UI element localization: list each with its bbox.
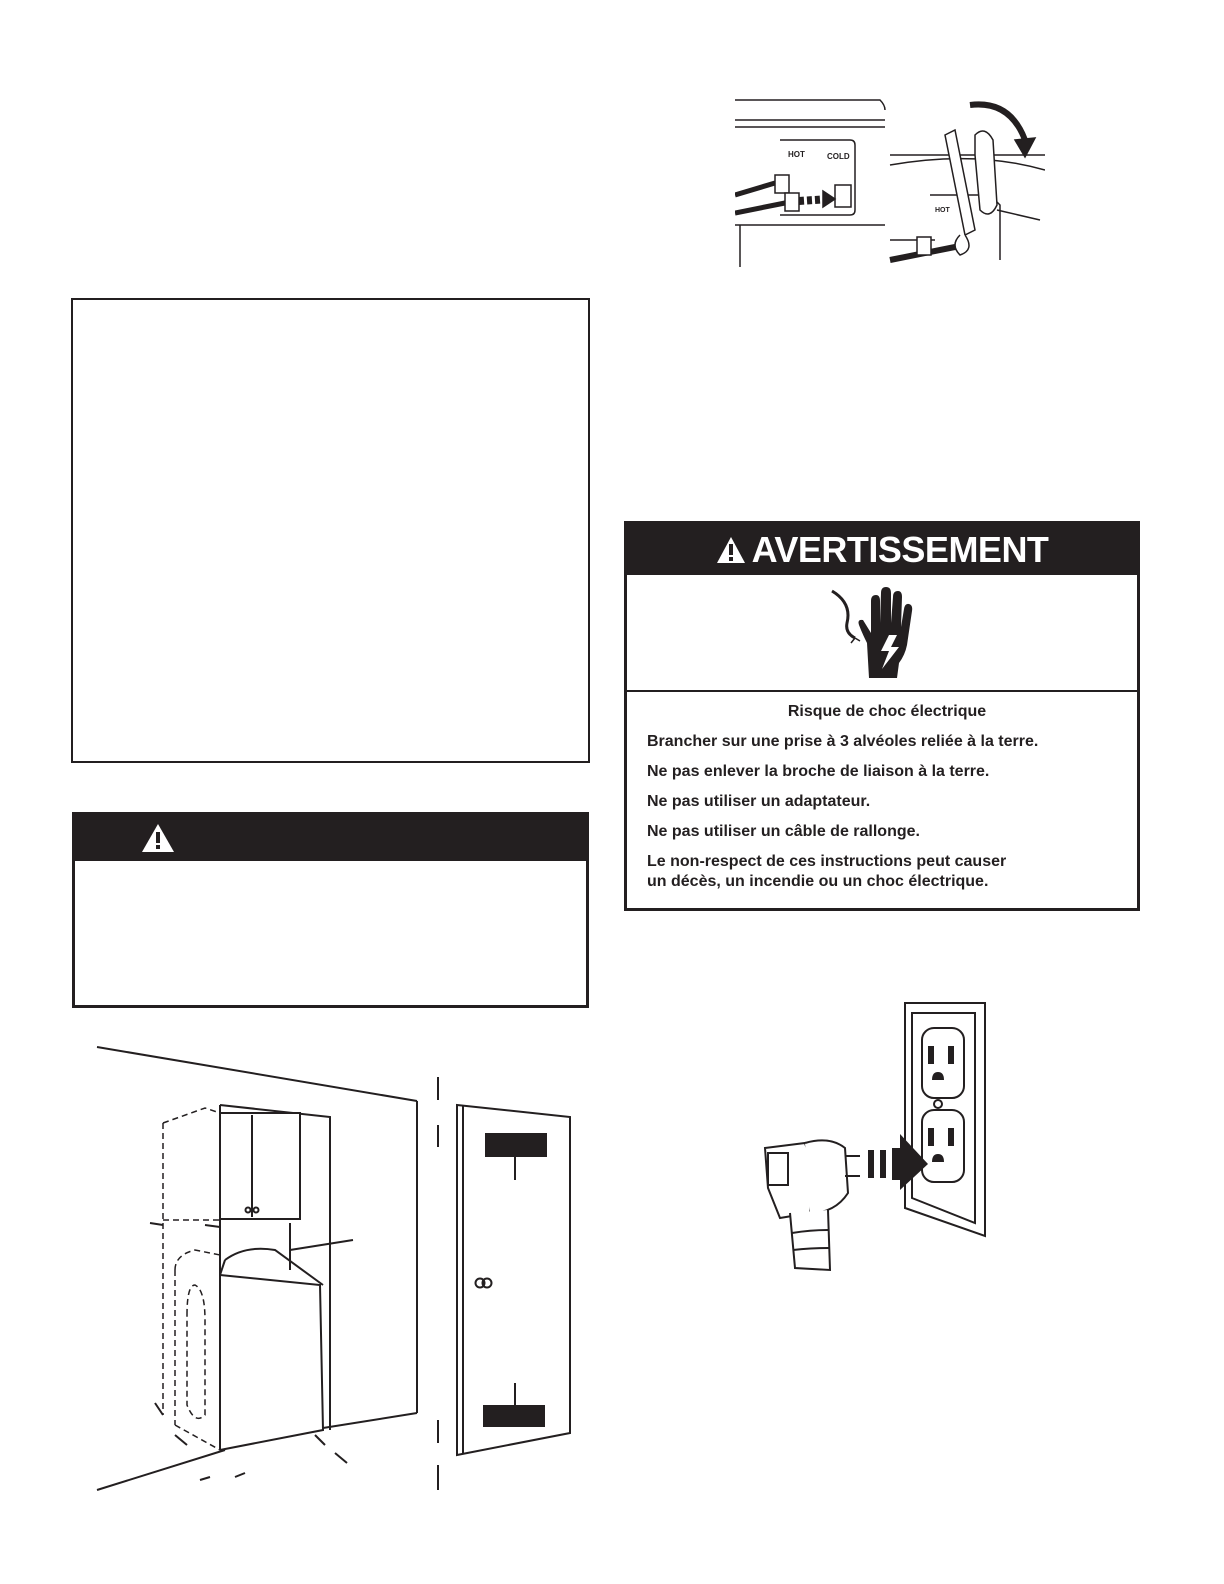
warning-consequence-line: Le non-respect de ces instructions peut causer bbox=[647, 853, 1007, 870]
warning-subtitle: Risque de choc électrique bbox=[787, 703, 987, 720]
warning-line: Ne pas enlever la broche de liaison à la terre. bbox=[647, 763, 990, 780]
electric-shock-warning-box bbox=[624, 521, 1140, 911]
hose-panel-left bbox=[735, 100, 885, 267]
warning-title: AVERTISSEMENT bbox=[751, 528, 1049, 570]
cold-label: COLD bbox=[827, 152, 850, 161]
grounded-outlet-illustration bbox=[760, 998, 1000, 1278]
empty-content-box bbox=[71, 298, 590, 763]
warning-triangle-icon bbox=[716, 536, 746, 564]
electric-shock-hand-icon bbox=[827, 583, 917, 683]
hot-label-2: HOT bbox=[935, 207, 950, 214]
warning-body bbox=[647, 702, 1127, 892]
hot-label: HOT bbox=[788, 150, 805, 159]
closet-installation-illustration bbox=[95, 1045, 585, 1500]
warning-header bbox=[627, 524, 1137, 575]
warning-line: Brancher sur une prise à 3 alvéoles reliée à la terre. bbox=[647, 733, 1039, 750]
hose-connection-illustration bbox=[735, 95, 1045, 270]
warning-consequence-line: un décès, un incendie ou un choc électrique. bbox=[647, 873, 989, 890]
hose-panel-right bbox=[890, 104, 1045, 260]
warning-line: Ne pas utiliser un adaptateur. bbox=[647, 793, 871, 810]
warning-pictogram-area bbox=[627, 575, 1137, 692]
upper-vent bbox=[485, 1133, 547, 1157]
small-warning-box bbox=[72, 812, 589, 1008]
small-warning-header bbox=[75, 815, 586, 861]
warning-triangle-icon bbox=[141, 823, 175, 853]
warning-line: Ne pas utiliser un câble de rallonge. bbox=[647, 823, 920, 840]
lower-vent bbox=[483, 1405, 545, 1427]
